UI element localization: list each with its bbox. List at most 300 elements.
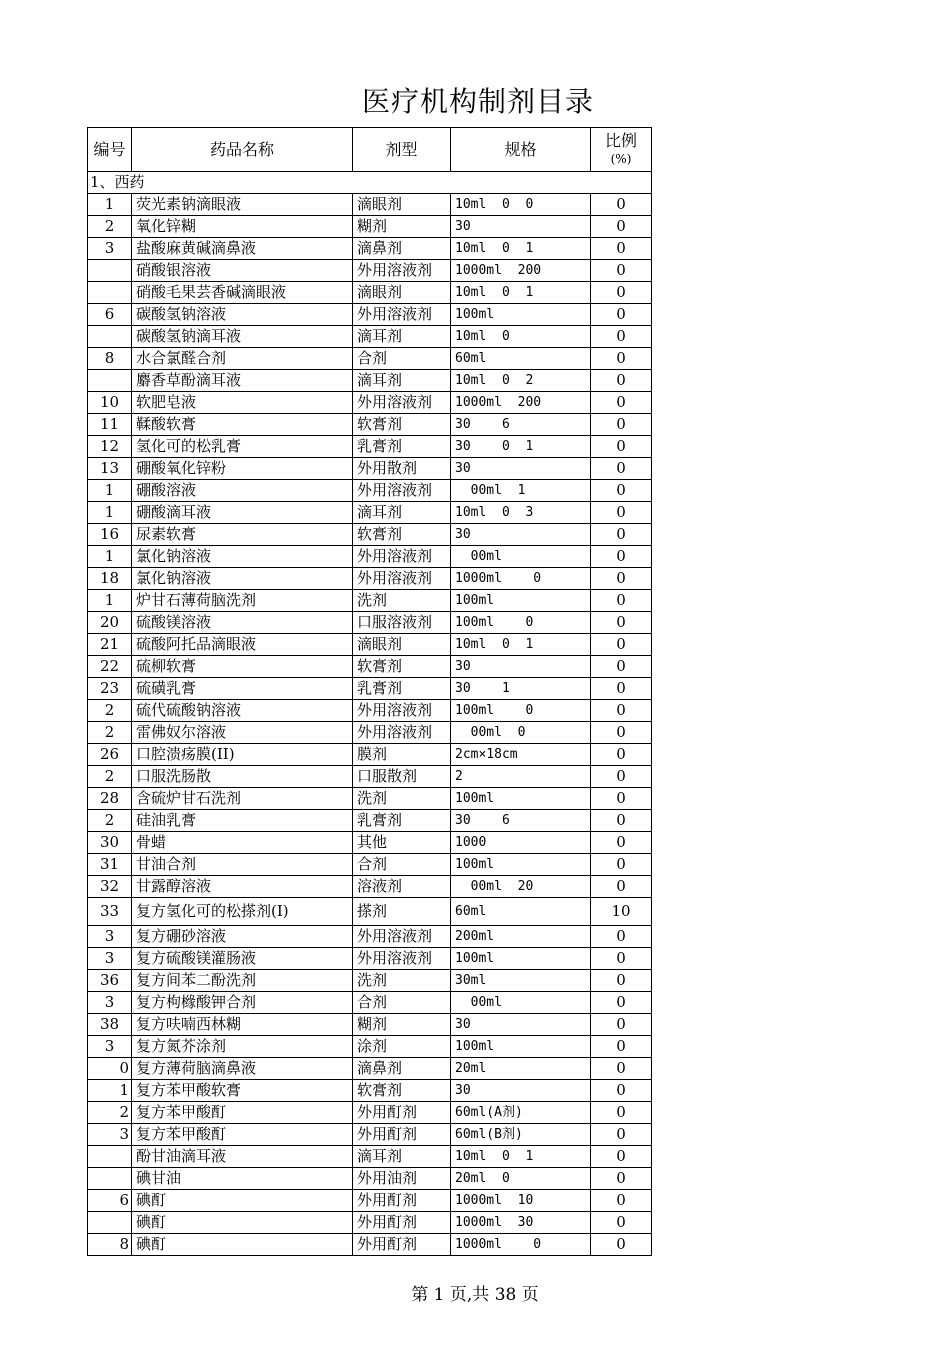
- specification: 00ml: [451, 992, 591, 1014]
- table-row: [88, 722, 652, 744]
- specification: 10ml 0 3: [451, 502, 591, 524]
- ratio: 0: [591, 1102, 652, 1124]
- drug-name: 硝酸毛果芸香碱滴眼液: [132, 282, 353, 304]
- ratio: 0: [591, 678, 652, 700]
- drug-name: 麝香草酚滴耳液: [132, 370, 353, 392]
- specification: 1000ml 0: [451, 1234, 591, 1256]
- row-number: 2: [88, 1102, 132, 1124]
- row-number: 32: [88, 876, 132, 898]
- ratio: 0: [591, 502, 652, 524]
- header-spec: 规格: [451, 128, 591, 172]
- table-row: [88, 216, 652, 238]
- ratio: 0: [591, 282, 652, 304]
- row-number: 38: [88, 1014, 132, 1036]
- dosage-form: 外用溶液剂: [353, 722, 451, 744]
- specification: 00ml: [451, 546, 591, 568]
- row-number: 6: [88, 1190, 132, 1212]
- ratio: 0: [591, 744, 652, 766]
- specification: 30: [451, 1014, 591, 1036]
- drug-name: 炉甘石薄荷脑洗剂: [132, 590, 353, 612]
- specification: 20ml 0: [451, 1168, 591, 1190]
- row-number: [88, 326, 132, 348]
- specification: 30: [451, 458, 591, 480]
- table-header-row: [88, 128, 652, 172]
- row-number: 36: [88, 970, 132, 992]
- dosage-form: 外用溶液剂: [353, 392, 451, 414]
- table-row: [88, 788, 652, 810]
- dosage-form: 外用散剂: [353, 458, 451, 480]
- table-row: [88, 524, 652, 546]
- specification: 00ml 1: [451, 480, 591, 502]
- ratio: 0: [591, 832, 652, 854]
- drug-name: 水合氯醛合剂: [132, 348, 353, 370]
- table-row: [88, 766, 652, 788]
- ratio: 0: [591, 1168, 652, 1190]
- dosage-form: 乳膏剂: [353, 678, 451, 700]
- ratio: 0: [591, 326, 652, 348]
- row-number: 30: [88, 832, 132, 854]
- specification: 200ml: [451, 926, 591, 948]
- specification: 100ml: [451, 788, 591, 810]
- dosage-form: 外用溶液剂: [353, 480, 451, 502]
- ratio: 0: [591, 876, 652, 898]
- row-number: 0: [88, 1058, 132, 1080]
- dosage-form: 合剂: [353, 854, 451, 876]
- drug-name: 氯化钠溶液: [132, 568, 353, 590]
- table-row: [88, 1058, 652, 1080]
- specification: 100ml: [451, 948, 591, 970]
- drug-name: 甘露醇溶液: [132, 876, 353, 898]
- drug-name: 碘酊: [132, 1234, 353, 1256]
- dosage-form: 洗剂: [353, 590, 451, 612]
- table-row: [88, 282, 652, 304]
- drug-name: 复方呋喃西林糊: [132, 1014, 353, 1036]
- drug-name: 复方间苯二酚洗剂: [132, 970, 353, 992]
- row-number: 10: [88, 392, 132, 414]
- specification: 30 6: [451, 414, 591, 436]
- specification: 100ml: [451, 1036, 591, 1058]
- table-row: [88, 304, 652, 326]
- drug-name: 氢化可的松乳膏: [132, 436, 353, 458]
- table-row: [88, 1102, 652, 1124]
- dosage-form: 滴耳剂: [353, 1146, 451, 1168]
- dosage-form: 外用溶液剂: [353, 568, 451, 590]
- ratio: 0: [591, 948, 652, 970]
- row-number: 3: [88, 926, 132, 948]
- specification: 30: [451, 1080, 591, 1102]
- dosage-form: 外用溶液剂: [353, 926, 451, 948]
- ratio: 0: [591, 480, 652, 502]
- table-row: [88, 370, 652, 392]
- specification: 30: [451, 216, 591, 238]
- dosage-form: 乳膏剂: [353, 810, 451, 832]
- table-row: [88, 1036, 652, 1058]
- ratio: 0: [591, 1234, 652, 1256]
- dosage-form: 口服溶液剂: [353, 612, 451, 634]
- row-number: 21: [88, 634, 132, 656]
- header-name: 药品名称: [132, 128, 353, 172]
- specification: 1000ml 0: [451, 568, 591, 590]
- dosage-form: 洗剂: [353, 970, 451, 992]
- specification: 30 1: [451, 678, 591, 700]
- ratio: 0: [591, 1124, 652, 1146]
- specification: 2cm×18cm: [451, 744, 591, 766]
- specification: 30: [451, 524, 591, 546]
- dosage-form: 洗剂: [353, 788, 451, 810]
- drug-name: 含硫炉甘石洗剂: [132, 788, 353, 810]
- table-row: [88, 832, 652, 854]
- row-number: 16: [88, 524, 132, 546]
- drug-name: 碘酊: [132, 1190, 353, 1212]
- specification: 2: [451, 766, 591, 788]
- dosage-form: 外用溶液剂: [353, 546, 451, 568]
- row-number: 11: [88, 414, 132, 436]
- table-row: [88, 1146, 652, 1168]
- row-number: 22: [88, 656, 132, 678]
- row-number: 3: [88, 948, 132, 970]
- category-row: [88, 172, 652, 194]
- table-row: [88, 414, 652, 436]
- row-number: [88, 282, 132, 304]
- ratio: 0: [591, 1014, 652, 1036]
- ratio: 0: [591, 546, 652, 568]
- row-number: 1: [88, 590, 132, 612]
- page-title: 医疗机构制剂目录: [361, 85, 594, 118]
- drug-name: 硼酸溶液: [132, 480, 353, 502]
- specification: 60ml: [451, 348, 591, 370]
- specification: 10ml 0 2: [451, 370, 591, 392]
- drug-name: 骨蜡: [132, 832, 353, 854]
- table-row: [88, 436, 652, 458]
- specification: 30: [451, 656, 591, 678]
- table-row: [88, 810, 652, 832]
- drug-name: 复方苯甲酸酊: [132, 1102, 353, 1124]
- table-row: [88, 260, 652, 282]
- specification: 60ml(B剂): [451, 1124, 591, 1146]
- ratio: 0: [591, 854, 652, 876]
- drug-name: 硼酸滴耳液: [132, 502, 353, 524]
- table-row: [88, 1014, 652, 1036]
- ratio: 0: [591, 238, 652, 260]
- ratio: 0: [591, 260, 652, 282]
- table-row: [88, 970, 652, 992]
- dosage-form: 软膏剂: [353, 1080, 451, 1102]
- dosage-form: 外用酊剂: [353, 1102, 451, 1124]
- drug-name: 酚甘油滴耳液: [132, 1146, 353, 1168]
- table-row: [88, 348, 652, 370]
- specification: 10ml 0 1: [451, 1146, 591, 1168]
- ratio: 0: [591, 524, 652, 546]
- ratio: 0: [591, 656, 652, 678]
- drug-name: 硫磺乳膏: [132, 678, 353, 700]
- dosage-form: 滴眼剂: [353, 634, 451, 656]
- drug-name: 雷佛奴尔溶液: [132, 722, 353, 744]
- drug-name: 硫代硫酸钠溶液: [132, 700, 353, 722]
- table-row: [88, 634, 652, 656]
- dosage-form: 外用酊剂: [353, 1234, 451, 1256]
- header-ratio: [591, 128, 652, 172]
- row-number: 3: [88, 238, 132, 260]
- drug-name: 碘甘油: [132, 1168, 353, 1190]
- drug-name: 复方苯甲酸酊: [132, 1124, 353, 1146]
- ratio: 0: [591, 612, 652, 634]
- ratio: 10: [591, 898, 652, 926]
- table-row: [88, 948, 652, 970]
- row-number: 3: [88, 1036, 132, 1058]
- table-row: [88, 194, 652, 216]
- table-row: [88, 1234, 652, 1256]
- ratio: 0: [591, 992, 652, 1014]
- row-number: 1: [88, 546, 132, 568]
- ratio: 0: [591, 788, 652, 810]
- ratio: 0: [591, 766, 652, 788]
- table-row: [88, 678, 652, 700]
- specification: 1000ml 10: [451, 1190, 591, 1212]
- row-number: [88, 1168, 132, 1190]
- drug-name: 鞣酸软膏: [132, 414, 353, 436]
- row-number: 31: [88, 854, 132, 876]
- ratio: 0: [591, 414, 652, 436]
- row-number: 12: [88, 436, 132, 458]
- drug-name: 复方氮芥涂剂: [132, 1036, 353, 1058]
- ratio: 0: [591, 1036, 652, 1058]
- dosage-form: 外用酊剂: [353, 1190, 451, 1212]
- dosage-form: 软膏剂: [353, 524, 451, 546]
- row-number: 28: [88, 788, 132, 810]
- table-row: [88, 392, 652, 414]
- drug-name: 碳酸氢钠溶液: [132, 304, 353, 326]
- drug-name: 硫柳软膏: [132, 656, 353, 678]
- table-row: [88, 1124, 652, 1146]
- dosage-form: 外用溶液剂: [353, 700, 451, 722]
- row-number: 1: [88, 194, 132, 216]
- specification: 10ml 0: [451, 326, 591, 348]
- ratio: 0: [591, 700, 652, 722]
- ratio: 0: [591, 810, 652, 832]
- drug-name: 复方硫酸镁灌肠液: [132, 948, 353, 970]
- specification: 10ml 0 0: [451, 194, 591, 216]
- drug-name: 盐酸麻黄碱滴鼻液: [132, 238, 353, 260]
- row-number: 2: [88, 766, 132, 788]
- specification: 100ml 0: [451, 700, 591, 722]
- table-row: [88, 700, 652, 722]
- dosage-form: 涂剂: [353, 1036, 451, 1058]
- drug-name: 硅油乳膏: [132, 810, 353, 832]
- drug-name: 硫酸镁溶液: [132, 612, 353, 634]
- specification: 100ml: [451, 854, 591, 876]
- dosage-form: 外用溶液剂: [353, 948, 451, 970]
- ratio: 0: [591, 216, 652, 238]
- row-number: 26: [88, 744, 132, 766]
- table-row: [88, 1190, 652, 1212]
- table-row: [88, 590, 652, 612]
- specification: 100ml: [451, 590, 591, 612]
- ratio: 0: [591, 1212, 652, 1234]
- ratio: 0: [591, 970, 652, 992]
- row-number: [88, 1212, 132, 1234]
- dosage-form: 合剂: [353, 348, 451, 370]
- dosage-form: 外用溶液剂: [353, 304, 451, 326]
- specification: 100ml: [451, 304, 591, 326]
- specification: 60ml: [451, 898, 591, 926]
- row-number: 2: [88, 700, 132, 722]
- specification: 1000: [451, 832, 591, 854]
- dosage-form: 糊剂: [353, 216, 451, 238]
- dosage-form: 滴耳剂: [353, 326, 451, 348]
- ratio: 0: [591, 634, 652, 656]
- table-row: [88, 612, 652, 634]
- header-ratio-line1: 比例: [604, 130, 637, 150]
- drug-name: 复方氢化可的松搽剂(I): [132, 898, 353, 926]
- header-no: 编号: [88, 128, 132, 172]
- header-form: 剂型: [353, 128, 451, 172]
- ratio: 0: [591, 568, 652, 590]
- dosage-form: 其他: [353, 832, 451, 854]
- row-number: 1: [88, 1080, 132, 1102]
- dosage-form: 乳膏剂: [353, 436, 451, 458]
- table-row: [88, 876, 652, 898]
- row-number: 20: [88, 612, 132, 634]
- drug-name: 复方苯甲酸软膏: [132, 1080, 353, 1102]
- dosage-form: 外用酊剂: [353, 1212, 451, 1234]
- preparation-catalog-table: [87, 127, 652, 1256]
- dosage-form: 口服散剂: [353, 766, 451, 788]
- row-number: 13: [88, 458, 132, 480]
- dosage-form: 外用酊剂: [353, 1124, 451, 1146]
- drug-name: 复方薄荷脑滴鼻液: [132, 1058, 353, 1080]
- header-ratio-line2: (%): [610, 151, 632, 166]
- ratio: 0: [591, 722, 652, 744]
- specification: 30 6: [451, 810, 591, 832]
- dosage-form: 外用油剂: [353, 1168, 451, 1190]
- row-number: [88, 1146, 132, 1168]
- row-number: 2: [88, 810, 132, 832]
- specification: 100ml 0: [451, 612, 591, 634]
- table-row: [88, 238, 652, 260]
- ratio: 0: [591, 392, 652, 414]
- drug-name: 氧化锌糊: [132, 216, 353, 238]
- row-number: 2: [88, 216, 132, 238]
- row-number: 23: [88, 678, 132, 700]
- category-label: 1、西药: [88, 172, 652, 194]
- ratio: 0: [591, 1146, 652, 1168]
- drug-name: 复方硼砂溶液: [132, 926, 353, 948]
- drug-name: 硼酸氧化锌粉: [132, 458, 353, 480]
- drug-name: 尿素软膏: [132, 524, 353, 546]
- specification: 1000ml 30: [451, 1212, 591, 1234]
- ratio: 0: [591, 194, 652, 216]
- ratio: 0: [591, 1190, 652, 1212]
- table-row: [88, 502, 652, 524]
- table-row: [88, 656, 652, 678]
- table-row: [88, 458, 652, 480]
- dosage-form: 糊剂: [353, 1014, 451, 1036]
- dosage-form: 滴鼻剂: [353, 238, 451, 260]
- dosage-form: 软膏剂: [353, 656, 451, 678]
- drug-name: 口服洗肠散: [132, 766, 353, 788]
- drug-name: 硝酸银溶液: [132, 260, 353, 282]
- specification: 1000ml 200: [451, 260, 591, 282]
- ratio: 0: [591, 458, 652, 480]
- dosage-form: 滴眼剂: [353, 194, 451, 216]
- ratio: 0: [591, 370, 652, 392]
- specification: 30 0 1: [451, 436, 591, 458]
- table-row: [88, 992, 652, 1014]
- row-number: [88, 260, 132, 282]
- ratio: 0: [591, 926, 652, 948]
- row-number: 2: [88, 722, 132, 744]
- table-row: [88, 568, 652, 590]
- drug-name: 荧光素钠滴眼液: [132, 194, 353, 216]
- page-footer: 第 1 页,共 38 页: [411, 1285, 539, 1305]
- drug-name: 甘油合剂: [132, 854, 353, 876]
- ratio: 0: [591, 590, 652, 612]
- drug-name: 复方枸橼酸钾合剂: [132, 992, 353, 1014]
- drug-name: 氯化钠溶液: [132, 546, 353, 568]
- table-row: [88, 926, 652, 948]
- dosage-form: 滴鼻剂: [353, 1058, 451, 1080]
- row-number: 3: [88, 1124, 132, 1146]
- ratio: 0: [591, 304, 652, 326]
- drug-name: 硫酸阿托品滴眼液: [132, 634, 353, 656]
- specification: 20ml: [451, 1058, 591, 1080]
- table-row: [88, 744, 652, 766]
- row-number: 3: [88, 992, 132, 1014]
- dosage-form: 滴耳剂: [353, 370, 451, 392]
- table-row: [88, 1212, 652, 1234]
- table-row: [88, 1168, 652, 1190]
- specification: 1000ml 200: [451, 392, 591, 414]
- row-number: 8: [88, 1234, 132, 1256]
- table-row: [88, 1080, 652, 1102]
- ratio: 0: [591, 1058, 652, 1080]
- row-number: 18: [88, 568, 132, 590]
- table-row: [88, 546, 652, 568]
- specification: 30ml: [451, 970, 591, 992]
- drug-name: 碘酊: [132, 1212, 353, 1234]
- specification: 10ml 0 1: [451, 634, 591, 656]
- dosage-form: 合剂: [353, 992, 451, 1014]
- specification: 00ml 0: [451, 722, 591, 744]
- dosage-form: 外用溶液剂: [353, 260, 451, 282]
- specification: 60ml(A剂): [451, 1102, 591, 1124]
- dosage-form: 滴眼剂: [353, 282, 451, 304]
- drug-name: 碳酸氢钠滴耳液: [132, 326, 353, 348]
- drug-name: 口腔溃疡膜(II): [132, 744, 353, 766]
- table-row: [88, 854, 652, 876]
- dosage-form: 滴耳剂: [353, 502, 451, 524]
- row-number: 1: [88, 502, 132, 524]
- ratio: 0: [591, 348, 652, 370]
- row-number: 33: [88, 898, 132, 926]
- table-row: [88, 898, 652, 926]
- dosage-form: 搽剂: [353, 898, 451, 926]
- table-row: [88, 480, 652, 502]
- row-number: 8: [88, 348, 132, 370]
- ratio: 0: [591, 1080, 652, 1102]
- row-number: 1: [88, 480, 132, 502]
- dosage-form: 软膏剂: [353, 414, 451, 436]
- ratio: 0: [591, 436, 652, 458]
- drug-name: 软肥皂液: [132, 392, 353, 414]
- specification: 00ml 20: [451, 876, 591, 898]
- dosage-form: 溶液剂: [353, 876, 451, 898]
- dosage-form: 膜剂: [353, 744, 451, 766]
- row-number: 6: [88, 304, 132, 326]
- row-number: [88, 370, 132, 392]
- table-row: [88, 326, 652, 348]
- specification: 10ml 0 1: [451, 282, 591, 304]
